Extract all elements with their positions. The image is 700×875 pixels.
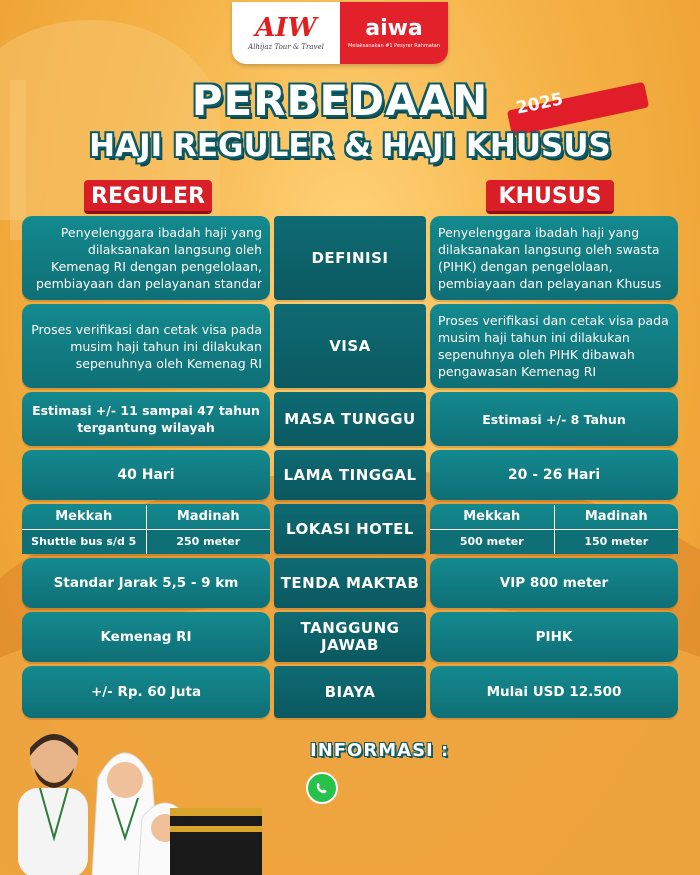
reguler-tenda-text: Standar Jarak 5,5 - 9 km xyxy=(53,574,239,591)
alhijaz-logo-text: Alhijaz Tour & Travel xyxy=(248,43,324,51)
brand-logos xyxy=(232,2,448,64)
mekkah-header: Mekkah xyxy=(55,508,113,524)
reguler-cell xyxy=(22,666,270,718)
row-label-cell xyxy=(274,392,426,446)
row-label-cell xyxy=(274,612,426,662)
reguler-cell xyxy=(22,450,270,500)
alhijaz-logo xyxy=(232,2,340,64)
khusus-header: KHUSUS xyxy=(486,180,614,214)
reguler-tanggung-jawab-text: Kemenag RI xyxy=(100,628,192,645)
madinah-header: Madinah xyxy=(554,505,679,529)
khusus-cell xyxy=(430,392,678,446)
aiwa-logo xyxy=(340,2,448,64)
row-label: BIAYA xyxy=(324,682,376,701)
khusus-cell xyxy=(430,558,678,608)
reguler-definisi-text: Penyelenggara ibadah haji yang dilaksanakan langsung oleh Kemenag RI dengan pengelolaan, pembiayaan dan pelayanan standar xyxy=(36,225,262,291)
madinah-value: 150 meter xyxy=(554,530,679,554)
khusus-lama-tinggal-text: 20 - 26 Hari xyxy=(507,466,601,483)
row-label-cell xyxy=(274,216,426,300)
whatsapp-icon[interactable] xyxy=(306,772,338,804)
khusus-cell xyxy=(430,216,678,300)
row-label-cell xyxy=(274,666,426,718)
hotel-header-row xyxy=(22,505,270,529)
reguler-cell xyxy=(22,392,270,446)
khusus-cell xyxy=(430,450,678,500)
aiwa-logo-mark: aiwa xyxy=(365,15,423,41)
page-title-line1: PERBEDAAN xyxy=(191,76,489,125)
reguler-masa-tunggu-text: Estimasi +/- 11 sampai 47 tahun tergantung wilayah xyxy=(32,403,260,435)
row-label: LAMA TINGGAL xyxy=(283,465,417,484)
table-row-tanggung-jawab xyxy=(22,612,678,662)
table-row-visa xyxy=(22,304,678,388)
mekkah-header: Mekkah xyxy=(463,508,521,524)
mekkah-value: Shuttle bus s/d 5 xyxy=(22,530,146,554)
reguler-cell xyxy=(22,612,270,662)
table-row-masa-tunggu xyxy=(22,392,678,446)
kaaba-illustration xyxy=(170,808,262,875)
khusus-biaya-text: Mulai USD 12.500 xyxy=(486,683,622,700)
row-label: DEFINISI xyxy=(311,248,389,267)
row-label: TANGGUNG JAWAB xyxy=(300,619,400,654)
madinah-value: 250 meter xyxy=(146,530,271,554)
reguler-cell xyxy=(22,304,270,388)
khusus-cell xyxy=(430,612,678,662)
page-title-line2: HAJI REGULER & HAJI KHUSUS xyxy=(89,128,611,164)
row-label: TENDA MAKTAB xyxy=(280,573,420,592)
khusus-definisi-text: Penyelenggara ibadah haji yang dilaksanakan langsung oleh swasta (PIHK) dengan pengelolaan, pembiayaan dan pelayanan Khusus xyxy=(438,225,662,291)
reguler-hotel-cell xyxy=(22,504,270,554)
table-row-biaya xyxy=(22,666,678,718)
khusus-cell xyxy=(430,304,678,388)
reguler-cell xyxy=(22,216,270,300)
reguler-biaya-text: +/- Rp. 60 Juta xyxy=(90,683,202,700)
khusus-visa-text: Proses verifikasi dan cetak visa pada musim haji tahun ini dilakukan sepenuhnya oleh PIHK dibawah pengawasan Kemenag RI xyxy=(438,313,669,379)
row-label: VISA xyxy=(329,336,371,355)
row-label-cell xyxy=(274,504,426,554)
khusus-masa-tunggu-text: Estimasi +/- 8 Tahun xyxy=(482,411,626,427)
hotel-header-row xyxy=(430,505,678,529)
row-label-cell xyxy=(274,304,426,388)
row-label-cell xyxy=(274,450,426,500)
madinah-header: Madinah xyxy=(146,505,271,529)
table-row-lokasi-hotel xyxy=(22,504,678,554)
reguler-cell xyxy=(22,558,270,608)
table-row-tenda-maktab xyxy=(22,558,678,608)
informasi-label: INFORMASI : xyxy=(310,740,450,761)
table-row-definisi xyxy=(22,216,678,300)
row-label: MASA TUNGGU xyxy=(284,409,416,428)
khusus-tenda-text: VIP 800 meter xyxy=(499,574,609,591)
reguler-header: REGULER xyxy=(84,180,212,214)
table-row-lama-tinggal xyxy=(22,450,678,500)
khusus-hotel-cell xyxy=(430,504,678,554)
reguler-lama-tinggal-text: 40 Hari xyxy=(117,466,175,483)
khusus-tanggung-jawab-text: PIHK xyxy=(535,628,573,645)
year-label: 2025 xyxy=(514,89,565,119)
aiwa-logo-text: Melaksanakan #1 Pesyrer Rahmatan xyxy=(347,42,441,49)
year-ribbon xyxy=(508,88,658,128)
row-label: LOKASI HOTEL xyxy=(286,519,414,538)
row-label-cell xyxy=(274,558,426,608)
khusus-cell xyxy=(430,666,678,718)
whatsapp-phone-glyph xyxy=(313,779,331,797)
reguler-visa-text: Proses verifikasi dan cetak visa pada musim haji tahun ini dilakukan sepenuhnya oleh Kemenag RI xyxy=(31,321,262,371)
man-pilgrim xyxy=(18,734,88,875)
alhijaz-logo-mark: AIW xyxy=(255,13,317,43)
hotel-value-row xyxy=(22,529,270,554)
hotel-value-row xyxy=(430,529,678,554)
mekkah-value: 500 meter xyxy=(430,530,554,554)
